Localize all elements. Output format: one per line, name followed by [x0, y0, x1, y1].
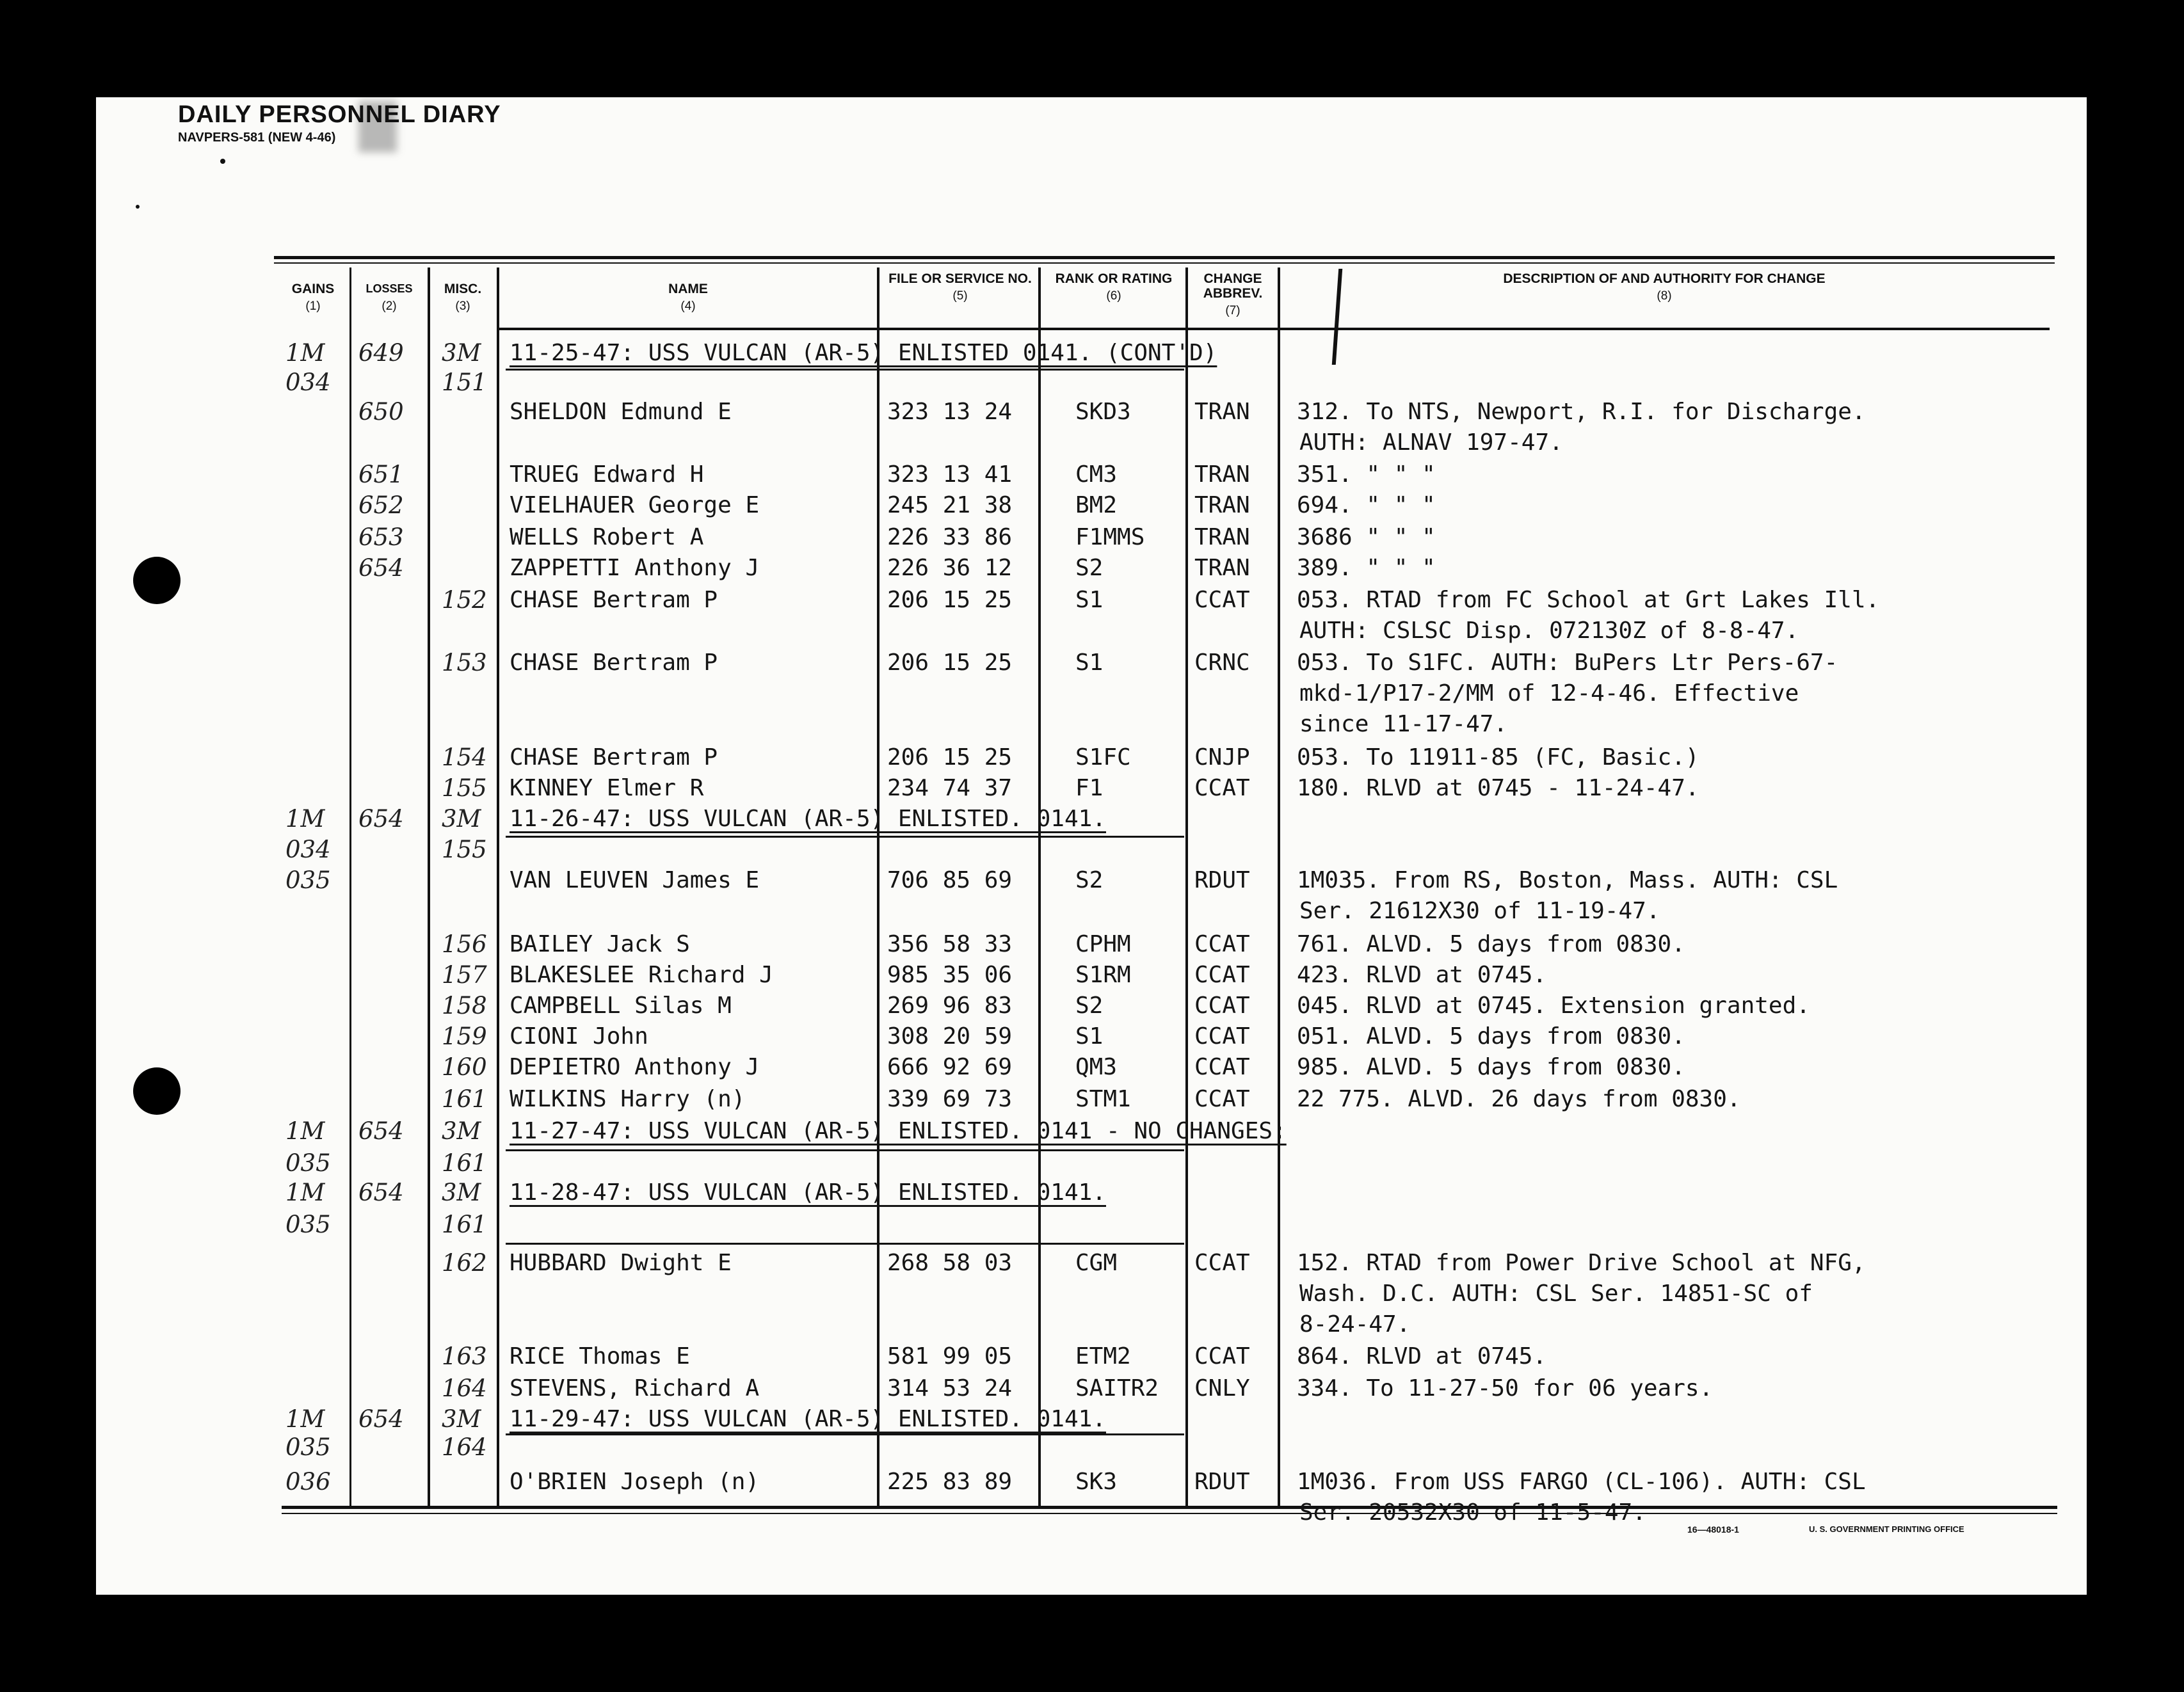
table-row — [0, 367, 2184, 398]
cell-name: ZAPPETTI Anthony J — [510, 555, 760, 581]
cell-description-continued: mkd-1/P17-2/MM of 12-4-46. Effective — [1299, 680, 1799, 706]
cell-description-continued: Wash. D.C. AUTH: CSL Ser. 14851-SC of — [1299, 1281, 1813, 1307]
cell-name: WILKINS Harry (n) — [510, 1086, 746, 1112]
cell-gains: 1M — [285, 1405, 325, 1433]
col-header-name: NAME (4) — [668, 282, 708, 313]
cell-misc: 155 — [442, 836, 487, 863]
cell-change-abbrev: CCAT — [1194, 1343, 1250, 1369]
col-header-description: DESCRIPTION OF AND AUTHORITY FOR CHANGE (8) — [1503, 271, 1826, 303]
cell-service-no: 314 53 24 — [887, 1375, 1013, 1401]
table-row — [0, 522, 2184, 553]
section-rule — [506, 369, 1184, 371]
cell-rating: F1 — [1075, 775, 1104, 801]
form-number: NAVPERS-581 (NEW 4-46) — [178, 131, 336, 145]
table-row — [0, 991, 2184, 1021]
table-row — [0, 490, 2184, 521]
cell-description: 761. ALVD. 5 days from 0830. — [1297, 931, 1685, 957]
cell-description: 053. To 11911-85 (FC, Basic.) — [1297, 744, 1699, 770]
cell-description: 051. ALVD. 5 days from 0830. — [1297, 1023, 1685, 1050]
col-header-rank: RANK OR RATING (6) — [1055, 271, 1173, 303]
cell-rating: STM1 — [1075, 1086, 1131, 1112]
cell-losses: 653 — [358, 523, 404, 551]
cell-gains: 035 — [285, 1149, 331, 1177]
cell-description: 22 775. ALVD. 26 days from 0830. — [1297, 1086, 1741, 1112]
cell-losses: 649 — [358, 339, 404, 367]
cell-name: KINNEY Elmer R — [510, 775, 704, 801]
cell-service-no: 226 33 86 — [887, 524, 1013, 550]
cell-misc: 161 — [442, 1085, 487, 1113]
cell-description: 180. RLVD at 0745 - 11-24-47. — [1297, 775, 1699, 801]
cell-change-abbrev: CCAT — [1194, 931, 1250, 957]
scan-speck — [136, 205, 140, 209]
cell-change-abbrev: CNLY — [1194, 1375, 1250, 1401]
cell-service-no: 706 85 69 — [887, 867, 1013, 893]
cell-name: CIONI John — [510, 1023, 648, 1050]
cell-misc: 3M — [442, 1179, 481, 1206]
cell-misc: 151 — [442, 369, 487, 396]
cell-misc: 156 — [442, 930, 487, 958]
cell-name: HUBBARD Dwight E — [510, 1250, 732, 1276]
table-row — [0, 397, 2184, 427]
cell-service-no: 206 15 25 — [887, 650, 1013, 676]
cell-name: 11-25-47: USS VULCAN (AR-5) ENLISTED 0141. (CONT'D) — [510, 340, 1217, 366]
form-print-code: 16—48018-1 — [1687, 1524, 1739, 1535]
cell-rating: CGM — [1075, 1250, 1118, 1276]
cell-rating: F1MMS — [1075, 524, 1145, 550]
cell-description: 045. RLVD at 0745. Extension granted. — [1297, 993, 1810, 1019]
cell-misc: 153 — [442, 649, 487, 676]
cell-description: 312. To NTS, Newport, R.I. for Discharge. — [1297, 399, 1866, 425]
cell-rating: SKD3 — [1075, 399, 1131, 425]
table-row — [0, 960, 2184, 991]
cell-change-abbrev: CNJP — [1194, 744, 1250, 770]
cell-service-no: 268 58 03 — [887, 1250, 1013, 1276]
cell-service-no: 666 92 69 — [887, 1054, 1013, 1080]
section-rule — [506, 836, 1184, 838]
cell-losses: 651 — [358, 461, 404, 488]
cell-service-no: 269 96 83 — [887, 993, 1013, 1019]
cell-change-abbrev: TRAN — [1194, 461, 1250, 488]
cell-name: VAN LEUVEN James E — [510, 867, 760, 893]
cell-description: 3686 " " " — [1297, 524, 1436, 550]
cell-description: 389. " " " — [1297, 555, 1436, 581]
table-row — [0, 1148, 2184, 1179]
cell-losses: 654 — [358, 554, 404, 582]
table-row — [0, 929, 2184, 960]
cell-misc: 164 — [442, 1375, 487, 1402]
cell-gains: 1M — [285, 1117, 325, 1145]
table-row — [0, 553, 2184, 584]
cell-description-continued: since 11-17-47. — [1299, 711, 1508, 737]
cell-name: SHELDON Edmund E — [510, 399, 732, 425]
table-row — [0, 1052, 2184, 1083]
cell-description-continued: Ser. 21612X30 of 11-19-47. — [1299, 898, 1660, 924]
table-row — [0, 804, 2184, 834]
cell-losses: 650 — [358, 398, 404, 426]
table-row — [0, 1404, 2184, 1435]
cell-service-no: 225 83 89 — [887, 1469, 1013, 1495]
table-row — [0, 1177, 2184, 1208]
table-row — [0, 1341, 2184, 1372]
cell-description: 1M036. From USS FARGO (CL-106). AUTH: CSL — [1297, 1469, 1866, 1495]
cell-misc: 3M — [442, 805, 481, 833]
cell-rating: S1FC — [1075, 744, 1131, 770]
cell-description: 423. RLVD at 0745. — [1297, 962, 1547, 988]
cell-losses: 652 — [358, 491, 404, 519]
header-top-rule — [274, 256, 2055, 259]
cell-rating: S2 — [1075, 555, 1104, 581]
cell-description: 694. " " " — [1297, 492, 1436, 518]
table-row — [0, 834, 2184, 865]
cell-rating: ETM2 — [1075, 1343, 1131, 1369]
cell-description-continued: Ser. 20532X30 of 11-5-47. — [1299, 1499, 1646, 1526]
cell-name: 11-27-47: USS VULCAN (AR-5) ENLISTED. 0141 - NO CHANGES: — [510, 1118, 1287, 1144]
cell-misc: 163 — [442, 1343, 487, 1370]
col-header-gains: GAINS (1) — [291, 282, 335, 313]
cell-description: 152. RTAD from Power Drive School at NFG, — [1297, 1250, 1866, 1276]
cell-service-no: 985 35 06 — [887, 962, 1013, 988]
cell-change-abbrev: CCAT — [1194, 1023, 1250, 1050]
cell-rating: CM3 — [1075, 461, 1118, 488]
cell-rating: QM3 — [1075, 1054, 1118, 1080]
printing-office: U. S. GOVERNMENT PRINTING OFFICE — [1809, 1524, 1964, 1534]
cell-service-no: 226 36 12 — [887, 555, 1013, 581]
cell-service-no: 206 15 25 — [887, 587, 1013, 613]
cell-service-no: 234 74 37 — [887, 775, 1013, 801]
table-row — [0, 1248, 2184, 1279]
cell-description: 1M035. From RS, Boston, Mass. AUTH: CSL — [1297, 867, 1838, 893]
table-row — [0, 865, 2184, 896]
header-bottom-rule — [499, 328, 2050, 330]
cell-rating: BM2 — [1075, 492, 1118, 518]
section-rule — [506, 1433, 1184, 1435]
cell-gains: 1M — [285, 1179, 325, 1206]
cell-change-abbrev: CCAT — [1194, 1054, 1250, 1080]
cell-change-abbrev: RDUT — [1194, 1469, 1250, 1495]
cell-change-abbrev: TRAN — [1194, 399, 1250, 425]
cell-name: BLAKESLEE Richard J — [510, 962, 773, 988]
cell-gains: 1M — [285, 805, 325, 833]
table-row — [0, 1084, 2184, 1115]
cell-rating: S2 — [1075, 867, 1104, 893]
cell-gains: 035 — [285, 1211, 331, 1238]
cell-description: 334. To 11-27-50 for 06 years. — [1297, 1375, 1714, 1401]
cell-name: CHASE Bertram P — [510, 650, 718, 676]
cell-service-no: 323 13 24 — [887, 399, 1013, 425]
cell-change-abbrev: RDUT — [1194, 867, 1250, 893]
cell-misc: 161 — [442, 1211, 487, 1238]
table-row — [0, 1373, 2184, 1404]
col-header-misc: MISC. (3) — [444, 282, 482, 313]
cell-name: O'BRIEN Joseph (n) — [510, 1469, 760, 1495]
footer-rule-thin — [282, 1513, 2057, 1514]
cell-losses: 654 — [358, 805, 404, 833]
col-header-service-no: FILE OR SERVICE NO. (5) — [888, 271, 1032, 303]
cell-misc: 162 — [442, 1249, 487, 1277]
cell-gains: 034 — [285, 369, 331, 396]
cell-rating: CPHM — [1075, 931, 1131, 957]
cell-rating: S1 — [1075, 1023, 1104, 1050]
table-row — [0, 773, 2184, 804]
cell-name: CAMPBELL Silas M — [510, 993, 732, 1019]
form-title: DAILY PERSONNEL DIARY — [178, 101, 501, 128]
cell-name: 11-29-47: USS VULCAN (AR-5) ENLISTED. 0141. — [510, 1406, 1106, 1432]
cell-misc: 161 — [442, 1149, 487, 1177]
cell-name: WELLS Robert A — [510, 524, 704, 550]
cell-rating: SAITR2 — [1075, 1375, 1159, 1401]
cell-description: 053. To S1FC. AUTH: BuPers Ltr Pers-67- — [1297, 650, 1838, 676]
col-header-losses: LOSSES (2) — [365, 282, 413, 313]
table-row — [0, 1432, 2184, 1463]
cell-rating: S1RM — [1075, 962, 1131, 988]
cell-rating: S2 — [1075, 993, 1104, 1019]
cell-rating: S1 — [1075, 650, 1104, 676]
table-row — [0, 1116, 2184, 1147]
cell-service-no: 581 99 05 — [887, 1343, 1013, 1369]
section-rule — [506, 1149, 1184, 1151]
cell-misc: 155 — [442, 774, 487, 802]
cell-gains: 035 — [285, 866, 331, 894]
cell-name: CHASE Bertram P — [510, 744, 718, 770]
cell-description-continued: AUTH: ALNAV 197-47. — [1299, 429, 1563, 456]
cell-service-no: 206 15 25 — [887, 744, 1013, 770]
cell-change-abbrev: CCAT — [1194, 1086, 1250, 1112]
cell-change-abbrev: CRNC — [1194, 650, 1250, 676]
cell-gains: 036 — [285, 1468, 331, 1496]
cell-description: 053. RTAD from FC School at Grt Lakes Ill. — [1297, 587, 1880, 613]
table-row — [0, 1021, 2184, 1052]
cell-change-abbrev: CCAT — [1194, 775, 1250, 801]
cell-description: 985. ALVD. 5 days from 0830. — [1297, 1054, 1685, 1080]
cell-service-no: 308 20 59 — [887, 1023, 1013, 1050]
cell-losses: 654 — [358, 1117, 404, 1145]
cell-name: CHASE Bertram P — [510, 587, 718, 613]
section-rule — [506, 1243, 1184, 1245]
cell-service-no: 245 21 38 — [887, 492, 1013, 518]
cell-misc: 3M — [442, 1405, 481, 1433]
table-row — [0, 459, 2184, 490]
cell-name: DEPIETRO Anthony J — [510, 1054, 760, 1080]
cell-gains: 034 — [285, 836, 331, 863]
table-row — [0, 585, 2184, 616]
header-top-rule-thin — [274, 262, 2055, 264]
cell-losses: 654 — [358, 1179, 404, 1206]
cell-name: VIELHAUER George E — [510, 492, 760, 518]
cell-change-abbrev: CCAT — [1194, 1250, 1250, 1276]
cell-losses: 654 — [358, 1405, 404, 1433]
scan-speck — [220, 159, 225, 164]
cell-name: TRUEG Edward H — [510, 461, 704, 488]
cell-name: 11-26-47: USS VULCAN (AR-5) ENLISTED. 0141. — [510, 806, 1106, 832]
table-row — [0, 648, 2184, 678]
cell-misc: 164 — [442, 1433, 487, 1461]
cell-description: 351. " " " — [1297, 461, 1436, 488]
cell-misc: 3M — [442, 1117, 481, 1145]
cell-name: 11-28-47: USS VULCAN (AR-5) ENLISTED. 0141. — [510, 1179, 1106, 1206]
table-row — [0, 1467, 2184, 1497]
cell-gains: 035 — [285, 1433, 331, 1461]
cell-name: BAILEY Jack S — [510, 931, 690, 957]
cell-misc: 3M — [442, 339, 481, 367]
col-header-change-abbrev: CHANGE ABBREV. (7) — [1203, 271, 1263, 317]
cell-misc: 152 — [442, 586, 487, 614]
cell-change-abbrev: CCAT — [1194, 962, 1250, 988]
cell-service-no: 339 69 73 — [887, 1086, 1013, 1112]
cell-misc: 157 — [442, 961, 487, 989]
cell-description-continued: 8-24-47. — [1299, 1311, 1411, 1337]
cell-change-abbrev: TRAN — [1194, 555, 1250, 581]
table-row — [0, 1209, 2184, 1240]
table-row — [0, 338, 2184, 369]
cell-change-abbrev: TRAN — [1194, 524, 1250, 550]
cell-change-abbrev: CCAT — [1194, 993, 1250, 1019]
cell-service-no: 356 58 33 — [887, 931, 1013, 957]
footer-rule — [282, 1506, 2057, 1509]
cell-misc: 160 — [442, 1053, 487, 1081]
cell-change-abbrev: TRAN — [1194, 492, 1250, 518]
cell-misc: 158 — [442, 992, 487, 1019]
cell-misc: 154 — [442, 744, 487, 771]
cell-description: 864. RLVD at 0745. — [1297, 1343, 1547, 1369]
cell-service-no: 323 13 41 — [887, 461, 1013, 488]
cell-rating: SK3 — [1075, 1469, 1118, 1495]
cell-rating: S1 — [1075, 587, 1104, 613]
cell-name: RICE Thomas E — [510, 1343, 690, 1369]
cell-change-abbrev: CCAT — [1194, 587, 1250, 613]
table-row — [0, 742, 2184, 773]
cell-misc: 159 — [442, 1023, 487, 1050]
cell-description-continued: AUTH: CSLSC Disp. 072130Z of 8-8-47. — [1299, 618, 1799, 644]
cell-gains: 1M — [285, 339, 325, 367]
cell-name: STEVENS, Richard A — [510, 1375, 760, 1401]
